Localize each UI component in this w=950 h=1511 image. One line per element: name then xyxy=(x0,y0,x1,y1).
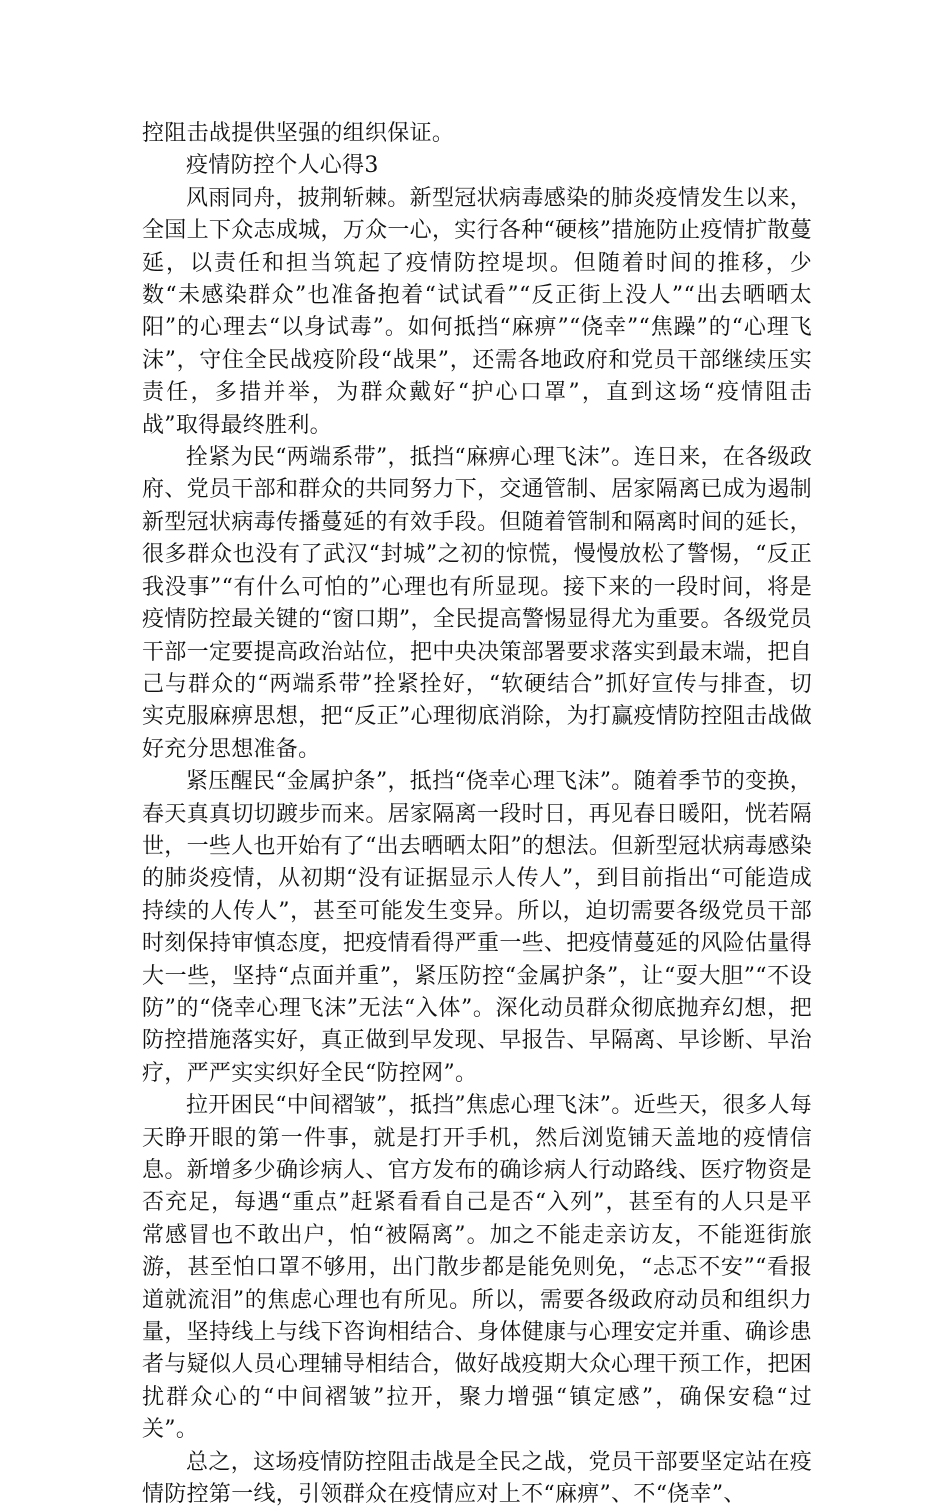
paragraph-4: 拉开困民“中间褶皱”，抵挡”焦虑心理飞沫”。近些天，很多人每天睁开眼的第一件事，就是打开手机，然后浏览铺天盖地的疫情信息。新增多少确诊病人、官方发布的确诊病人行动路线、医疗物资是否充足，每遇“重点”赶紧看看自己是否“入列”，甚至有的人只是平常感冒也不敢出户，怕“被隔离”。加之不能走亲访友，不能逛街旅游，甚至怕口罩不够用，出门散步都是能免则免，“忐忑不安”“看报道就流泪”的焦虑心理也有所见。所以，需要各级政府动员和组织力量，坚持线上与线下咨询相结合、身体健康与心理安定并重、确诊患者与疑似人员心理辅导相结合，做好战疫期大众心理干预工作，把困扰群众心的“中间褶皱”拉开，聚力增强“镇定感”，确保安稳“过关”。 xyxy=(142,1093,812,1443)
lead-text: 控阻击战提供坚强的组织保证。 xyxy=(142,121,455,146)
paragraph-3: 紧压醒民“金属护条”，抵挡“侥幸心理飞沫”。随着季节的变换，春天真真切切踱步而来。居家隔离一段时日，再见春日暖阳，恍若隔世，一些人也开始有了“出去晒晒太阳”的想法。但新型冠状病毒感染的肺炎疫情，从初期“没有证据显示人传人”，到目前指出“可能造成持续的人传人”，甚至可能发生变异。所以，迫切需要各级党员干部时刻保持审慎态度，把疫情看得严重一些、把疫情蔓延的风险估量得大一些，坚持“点面并重”，紧压防控“金属护条”，让“耍大胆”“不设防”的“侥幸心理飞沫”无法“入体”。深化动员群众彻底抛弃幻想，把防控措施落实好，真正做到早发现、早报告、早隔离、早诊断、早治疗，严严实实织好全民“防控网”。 xyxy=(142,769,812,1086)
paragraph-5: 总之，这场疫情防控阻击战是全民之战，党员干部要坚定站在疫情防控第一线，引领群众在疫情应对上不“麻痹”、不“侥幸”、 xyxy=(142,1449,812,1508)
document-body xyxy=(142,118,812,1511)
section-heading: 疫情防控个人心得3 xyxy=(186,153,379,179)
paragraph-2: 拴紧为民“两端系带”，抵挡“麻痹心理飞沫”。连日来，在各级政府、党员干部和群众的共同努力下，交通管制、居家隔离已成为遏制新型冠状病毒传播蔓延的有效手段。但随着管制和隔离时间的延长，很多群众也没有了武汉“封城”之初的惊慌，慢慢放松了警惕，“反正我没事”“有什么可怕的”心理也有所显现。接下来的一段时间，将是疫情防控最关键的“窗口期”，全民提高警惕显得尤为重要。各级党员干部一定要提高政治站位，把中央决策部署要求落实到最末端，把自己与群众的“两端系带”拴紧拴好，“软硬结合”抓好宣传与排查，切实克服麻痹思想，把“反正”心理彻底消除，为打赢疫情防控阻击战做好充分思想准备。 xyxy=(142,445,812,762)
paragraph-1: 风雨同舟，披荆斩棘。新型冠状病毒感染的肺炎疫情发生以来，全国上下众志成城，万众一心，实行各种“硬核”措施防止疫情扩散蔓延，以责任和担当筑起了疫情防控堤坝。但随着时间的推移，少数“未感染群众”也准备抱着“试试看”“反正街上没人”“出去晒晒太阳”的心理去“以身试毒”。如何抵挡“麻痹”“侥幸”“焦躁”的“心理飞沫”，守住全民战疫阶段“战果”，还需各地政府和党员干部继续压实责任，多措并举，为群众戴好“护心口罩”，直到这场“疫情阻击战”取得最终胜利。 xyxy=(142,185,812,438)
